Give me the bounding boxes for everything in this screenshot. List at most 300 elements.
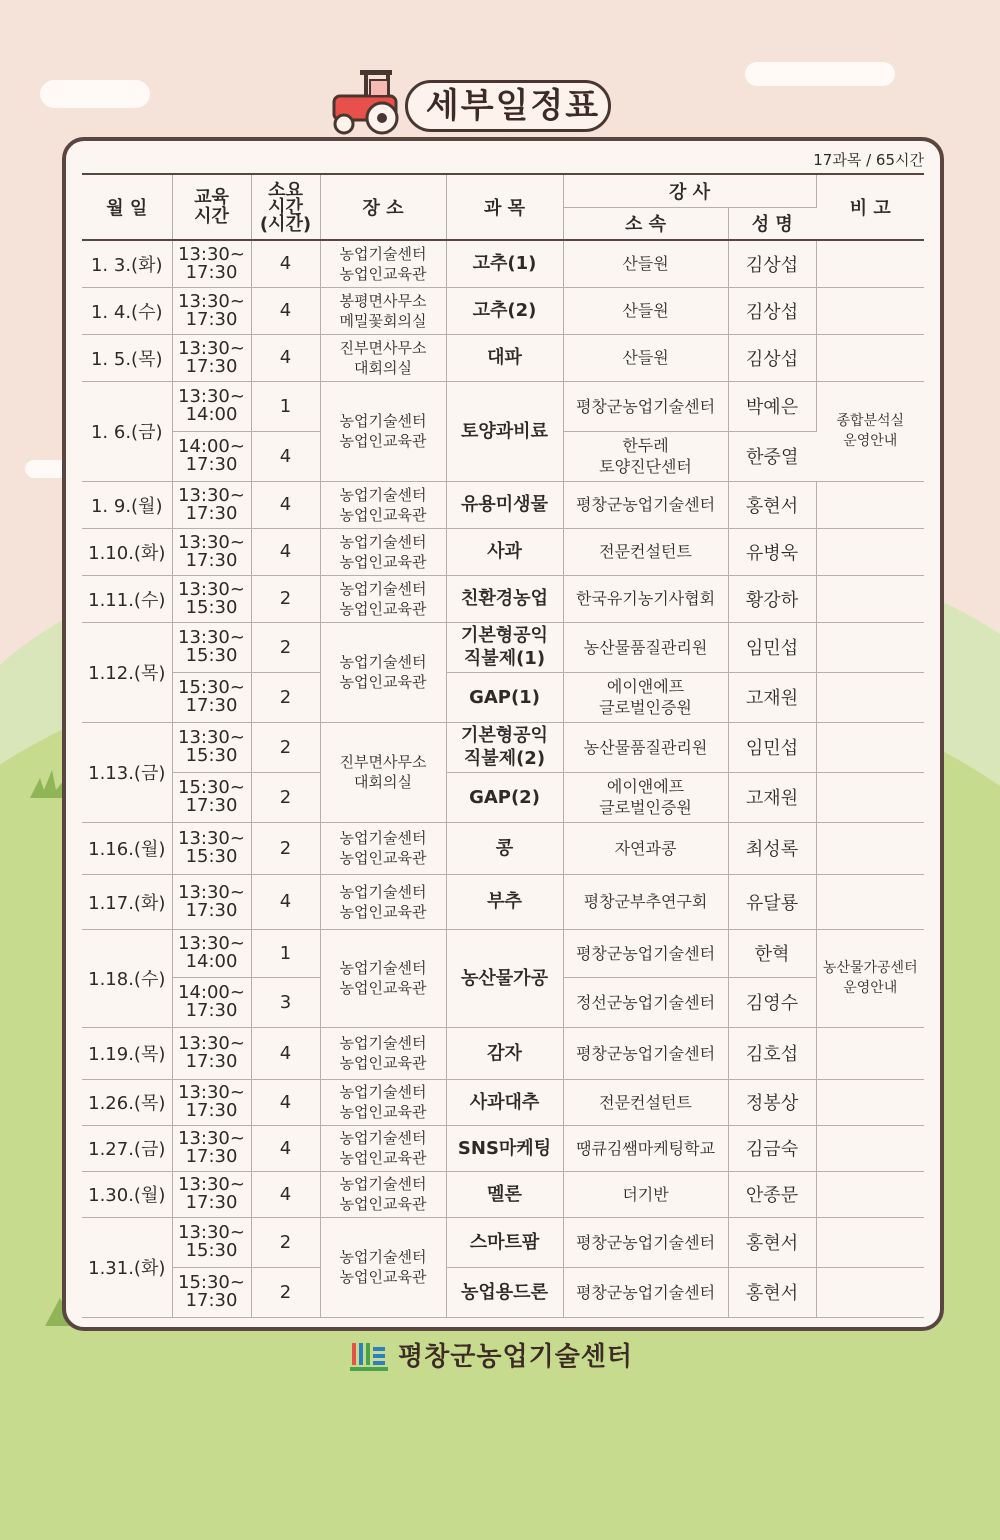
place-cell: [320, 822, 446, 874]
hours-cell: 4: [251, 874, 320, 929]
affiliation-cell: [563, 334, 728, 381]
note-cell: [816, 287, 924, 334]
table-row: [82, 1027, 924, 1079]
place-cell: [320, 1217, 446, 1317]
tractor-icon: [330, 66, 422, 136]
place-cell-line: 진부면사무소: [339, 338, 427, 357]
instructor-name-cell: 김호섭: [728, 1027, 816, 1079]
place-cell: [320, 528, 446, 575]
place-cell-line: 농업인교육관: [339, 505, 427, 524]
hours-cell: 4: [251, 1079, 320, 1125]
time-cell-line: 17:30: [185, 1051, 238, 1072]
table-row: [82, 1171, 924, 1217]
subject-cell-line: 대파: [487, 347, 522, 368]
affiliation-cell-line: 토양진단센터: [599, 457, 692, 476]
hours-cell: 4: [251, 1027, 320, 1079]
subject-cell: [446, 528, 563, 575]
hours-cell: 2: [251, 1267, 320, 1317]
table-row: [82, 1125, 924, 1171]
table-row: [82, 1217, 924, 1267]
subject-cell: [446, 1171, 563, 1217]
time-cell-line: 17:30: [185, 899, 238, 921]
time-cell-line: 17:30: [185, 1290, 238, 1311]
subject-cell-line: GAP(1): [469, 686, 540, 708]
time-cell-line: 17:30: [185, 695, 238, 716]
subject-cell-line: 직불제(1): [463, 648, 546, 669]
affiliation-cell: [563, 528, 728, 575]
date-cell: 1.30.(월): [82, 1171, 172, 1217]
table-row: [82, 528, 924, 575]
place-cell-line: 농업기술센터: [339, 1034, 427, 1052]
affiliation-cell: [563, 575, 728, 622]
time-cell-line: 13:30~: [178, 1174, 245, 1195]
instructor-name-cell: 한중열: [728, 431, 816, 481]
time-cell: [172, 874, 251, 929]
affiliation-cell-line: 평창군부추연구회: [583, 892, 708, 911]
note-cell: [816, 481, 924, 528]
time-cell: [172, 287, 251, 334]
instructor-name-cell: 홍현서: [728, 481, 816, 528]
affiliation-cell: [563, 622, 728, 672]
subject-cell-line: 친환경농업: [461, 588, 548, 609]
table-row: [82, 1079, 924, 1125]
affiliation-cell-line: 한국유기농기사협회: [575, 589, 716, 608]
time-cell: [172, 822, 251, 874]
subject-cell-line: 콩: [495, 837, 514, 859]
subject-cell: [446, 1267, 563, 1317]
hours-cell: 4: [251, 287, 320, 334]
date-cell: 1.13.(금): [82, 722, 172, 822]
cloud-decoration: [40, 80, 150, 108]
time-cell-line: 17:30: [185, 502, 238, 524]
affiliation-cell: [563, 481, 728, 528]
note-cell: [816, 929, 924, 1027]
note-cell-line: 종합분석실: [836, 413, 905, 429]
subject-cell: [446, 287, 563, 334]
header-time: 교육 시간: [172, 174, 251, 240]
subject-cell-line: 스마트팜: [469, 1231, 540, 1253]
affiliation-cell-line: 평창군농업기술센터: [575, 1043, 716, 1063]
subject-cell: [446, 1027, 563, 1079]
affiliation-cell-line: 글로벌인증원: [599, 798, 692, 817]
date-cell: 1.26.(목): [82, 1079, 172, 1125]
hours-cell: 2: [251, 575, 320, 622]
subject-cell: [446, 334, 563, 381]
instructor-name-cell: 유달룡: [728, 874, 816, 929]
place-cell-line: 농업기술센터: [339, 653, 427, 671]
instructor-name-cell: 고재원: [728, 772, 816, 822]
time-cell-line: 15:30~: [178, 1272, 245, 1293]
place-cell: [320, 334, 446, 381]
subject-cell: [446, 575, 563, 622]
date-cell: 1. 4.(수): [82, 287, 172, 334]
schedule-table: [82, 173, 924, 1318]
time-cell-line: 13:30~: [178, 484, 245, 506]
hours-cell: 2: [251, 772, 320, 822]
place-cell-line: 농업인교육관: [339, 1195, 427, 1213]
hours-cell: 4: [251, 431, 320, 481]
hours-cell: 4: [251, 334, 320, 381]
instructor-name-cell: 임민섭: [728, 622, 816, 672]
time-cell: [172, 1267, 251, 1317]
subject-cell-line: 사과대추: [469, 1091, 540, 1113]
table-row: [82, 929, 924, 977]
time-cell-line: 13:30~: [178, 578, 245, 600]
time-cell: [172, 381, 251, 431]
subject-cell-line: 토양과비료: [461, 420, 548, 442]
subject-cell-line: 감자: [487, 1042, 522, 1064]
hours-cell: 2: [251, 722, 320, 772]
affiliation-cell-line: 평창군농업기술센터: [575, 943, 716, 963]
hours-cell: 1: [251, 381, 320, 431]
place-cell-line: 농업인교육관: [339, 1103, 427, 1121]
affiliation-cell-line: 땡큐김쌤마케팅학교: [575, 1138, 716, 1158]
table-row: [82, 622, 924, 672]
hours-cell: 4: [251, 1171, 320, 1217]
place-cell-line: 농업기술센터: [339, 412, 427, 430]
note-cell: [816, 1267, 924, 1317]
table-row: [82, 381, 924, 431]
affiliation-cell: [563, 1125, 728, 1171]
place-cell-line: 농업인교육관: [339, 552, 427, 571]
time-cell-line: 13:30~: [178, 727, 245, 748]
hours-cell: 2: [251, 622, 320, 672]
schedule-panel: [62, 137, 944, 1331]
place-cell: [320, 1171, 446, 1217]
time-cell-line: 17:30: [185, 355, 238, 377]
affiliation-cell-line: 산들원: [622, 348, 669, 367]
table-row: [82, 481, 924, 528]
header-hours: 소요 시간 (시간): [251, 174, 320, 240]
hours-cell: 3: [251, 977, 320, 1027]
place-cell-line: 농업기술센터: [339, 532, 427, 551]
hours-cell: 2: [251, 1217, 320, 1267]
date-cell: 1.17.(화): [82, 874, 172, 929]
place-cell: [320, 1079, 446, 1125]
place-cell-line: 농업인교육관: [339, 1149, 427, 1167]
subject-cell: [446, 240, 563, 287]
instructor-name-cell: 안종문: [728, 1171, 816, 1217]
place-cell-line: 농업인교육관: [339, 849, 427, 867]
place-cell: [320, 929, 446, 1027]
note-cell: [816, 1027, 924, 1079]
subject-cell: [446, 929, 563, 1027]
time-cell-line: 17:30: [185, 549, 238, 571]
hours-cell: 1: [251, 929, 320, 977]
time-cell-line: 13:30~: [178, 1033, 245, 1054]
course-summary: 17과목 / 65시간: [813, 151, 924, 169]
affiliation-cell-line: 평창군농업기술센터: [575, 495, 716, 514]
subject-cell: [446, 381, 563, 481]
table-row: [82, 874, 924, 929]
note-cell: [816, 1217, 924, 1267]
instructor-name-cell: 임민섭: [728, 722, 816, 772]
note-cell: [816, 622, 924, 672]
header-place: 장 소: [320, 174, 446, 240]
place-cell: [320, 722, 446, 822]
note-cell: [816, 1125, 924, 1171]
time-cell-line: 15:30: [185, 1240, 238, 1261]
time-cell: [172, 622, 251, 672]
time-cell-line: 13:30~: [178, 933, 245, 954]
date-cell: 1. 9.(월): [82, 481, 172, 528]
time-cell-line: 13:30~: [178, 627, 245, 648]
place-cell-line: 농업인교육관: [339, 264, 427, 283]
time-cell: [172, 1171, 251, 1217]
affiliation-cell: [563, 1217, 728, 1267]
place-cell-line: 농업인교육관: [339, 902, 427, 921]
subject-cell-line: 기본형공익: [461, 625, 548, 646]
place-cell: [320, 1027, 446, 1079]
table-row: [82, 722, 924, 772]
affiliation-cell: [563, 381, 728, 431]
affiliation-cell-line: 한두레: [622, 436, 669, 455]
affiliation-cell: [563, 772, 728, 822]
place-cell-line: 농업기술센터: [339, 579, 427, 598]
time-cell-line: 13:30~: [178, 1222, 245, 1243]
hours-cell: 2: [251, 672, 320, 722]
instructor-name-cell: 정봉상: [728, 1079, 816, 1125]
time-cell-line: 13:30~: [178, 290, 245, 312]
subject-cell: [446, 822, 563, 874]
table-row: [82, 287, 924, 334]
time-cell: [172, 977, 251, 1027]
affiliation-cell: [563, 287, 728, 334]
time-cell-line: 17:30: [185, 454, 238, 475]
affiliation-cell: [563, 822, 728, 874]
time-cell-line: 15:30~: [178, 677, 245, 698]
time-cell: [172, 672, 251, 722]
date-cell: 1.31.(화): [82, 1217, 172, 1317]
subject-cell: [446, 722, 563, 772]
time-cell: [172, 1217, 251, 1267]
time-cell-line: 14:00~: [178, 436, 245, 457]
instructor-name-cell: 황강하: [728, 575, 816, 622]
place-cell: [320, 622, 446, 722]
header-affiliation: 소 속: [563, 207, 728, 240]
footer-organization: [350, 1337, 650, 1377]
time-cell: [172, 722, 251, 772]
instructor-name-cell: 김상섭: [728, 240, 816, 287]
cloud-decoration: [745, 62, 895, 86]
subject-cell: [446, 481, 563, 528]
subject-cell-line: 고추(1): [472, 253, 537, 275]
instructor-name-cell: 최성록: [728, 822, 816, 874]
place-cell-line: 농업인교육관: [339, 1268, 427, 1286]
affiliation-cell-line: 정선군농업기술센터: [575, 992, 716, 1012]
table-row: [82, 772, 924, 822]
affiliation-cell: [563, 431, 728, 481]
subject-cell: [446, 772, 563, 822]
affiliation-cell-line: 평창군농업기술센터: [575, 396, 716, 416]
place-cell-line: 농업기술센터: [339, 829, 427, 847]
hours-cell: 4: [251, 240, 320, 287]
time-cell-line: 17:30: [185, 1146, 238, 1167]
time-cell-line: 15:30~: [178, 777, 245, 798]
date-cell: 1. 6.(금): [82, 381, 172, 481]
affiliation-cell-line: 에이앤에프: [606, 677, 685, 696]
page-title-banner: [330, 66, 620, 136]
note-cell: [816, 1171, 924, 1217]
header-date: 월 일: [82, 174, 172, 240]
time-cell: [172, 929, 251, 977]
hours-cell: 2: [251, 822, 320, 874]
header-subject: 과 목: [446, 174, 563, 240]
date-cell: 1.27.(금): [82, 1125, 172, 1171]
footer-text: 평창군농업기술센터: [398, 1342, 634, 1372]
subject-cell: [446, 672, 563, 722]
note-cell: [816, 672, 924, 722]
subject-cell-line: 기본형공익: [461, 725, 548, 746]
time-cell: [172, 481, 251, 528]
note-cell-line: 운영안내: [843, 433, 898, 449]
date-cell: 1. 5.(목): [82, 334, 172, 381]
time-cell-line: 17:30: [185, 1000, 238, 1021]
instructor-name-cell: 홍현서: [728, 1217, 816, 1267]
instructor-name-cell: 홍현서: [728, 1267, 816, 1317]
time-cell-line: 17:30: [185, 795, 238, 816]
affiliation-cell-line: 전문컨설턴트: [599, 542, 692, 561]
date-cell: 1.18.(수): [82, 929, 172, 1027]
time-cell-line: 15:30: [185, 596, 238, 618]
subject-cell-line: 유용미생물: [461, 494, 548, 515]
time-cell-line: 14:00: [185, 404, 238, 425]
date-cell: 1.19.(목): [82, 1027, 172, 1079]
place-cell-line: 농업기술센터: [339, 1083, 427, 1101]
affiliation-cell: [563, 929, 728, 977]
place-cell-line: 메밀꽃회의실: [339, 311, 427, 330]
time-cell-line: 14:00~: [178, 982, 245, 1003]
subject-cell-line: GAP(2): [469, 786, 540, 808]
schedule-body: [82, 240, 924, 1317]
time-cell: [172, 772, 251, 822]
affiliation-cell: [563, 1027, 728, 1079]
instructor-name-cell: 박예은: [728, 381, 816, 431]
affiliation-cell-line: 평창군농업기술센터: [575, 1232, 716, 1252]
affiliation-cell: [563, 722, 728, 772]
instructor-name-cell: 유병욱: [728, 528, 816, 575]
table-row: [82, 240, 924, 287]
time-cell-line: 15:30: [185, 846, 238, 867]
instructor-name-cell: 한혁: [728, 929, 816, 977]
place-cell-line: 농업기술센터: [339, 882, 427, 901]
affiliation-cell-line: 산들원: [622, 301, 669, 320]
subject-cell: [446, 622, 563, 672]
place-cell-line: 농업기술센터: [339, 1175, 427, 1193]
place-cell-line: 농업인교육관: [339, 1054, 427, 1072]
note-cell-line: 운영안내: [843, 980, 898, 996]
instructor-name-cell: 김상섭: [728, 287, 816, 334]
place-cell-line: 농업인교육관: [339, 432, 427, 450]
affiliation-cell-line: 더기반: [622, 1184, 669, 1204]
note-cell: [816, 1079, 924, 1125]
note-cell: [816, 240, 924, 287]
subject-cell: [446, 1217, 563, 1267]
time-cell: [172, 575, 251, 622]
time-cell: [172, 240, 251, 287]
affiliation-cell-line: 전문컨설턴트: [599, 1092, 692, 1112]
time-cell-line: 13:30~: [178, 386, 245, 407]
note-cell: [816, 772, 924, 822]
place-cell-line: 농업기술센터: [339, 1248, 427, 1266]
subject-cell: [446, 1079, 563, 1125]
place-cell-line: 대회의실: [354, 358, 412, 377]
time-cell-line: 17:30: [185, 308, 238, 330]
affiliation-cell-line: 에이앤에프: [606, 777, 685, 796]
place-cell: [320, 1125, 446, 1171]
date-cell: 1.11.(수): [82, 575, 172, 622]
instructor-name-cell: 고재원: [728, 672, 816, 722]
time-cell-line: 13:30~: [178, 1082, 245, 1103]
date-cell: 1.10.(화): [82, 528, 172, 575]
note-cell: [816, 334, 924, 381]
hours-cell: 4: [251, 481, 320, 528]
time-cell-line: 13:30~: [178, 243, 245, 265]
place-cell-line: 농업기술센터: [339, 485, 427, 504]
time-cell-line: 13:30~: [178, 828, 245, 849]
subject-cell-line: 농산물가공: [461, 967, 548, 989]
table-row: [82, 575, 924, 622]
note-cell: [816, 575, 924, 622]
subject-cell-line: 농업용드론: [461, 1281, 548, 1303]
note-cell: [816, 528, 924, 575]
table-row: [82, 334, 924, 381]
affiliation-cell: [563, 240, 728, 287]
place-cell-line: 농업기술센터: [339, 959, 427, 977]
subject-cell-line: 부추: [487, 891, 522, 912]
instructor-name-cell: 김금숙: [728, 1125, 816, 1171]
header-note: 비 고: [816, 174, 924, 240]
subject-cell-line: 사과: [487, 541, 522, 562]
place-cell-line: 대회의실: [354, 773, 412, 791]
subject-cell-line: 직불제(2): [463, 748, 546, 769]
note-cell: [816, 874, 924, 929]
header-name: 성 명: [728, 207, 816, 240]
place-cell-line: 농업기술센터: [339, 1129, 427, 1147]
place-cell: [320, 874, 446, 929]
instructor-name-cell: 김영수: [728, 977, 816, 1027]
hours-cell: 4: [251, 1125, 320, 1171]
time-cell: [172, 1027, 251, 1079]
time-cell-line: 17:30: [185, 1192, 238, 1213]
instructor-name-cell: 김상섭: [728, 334, 816, 381]
time-cell: [172, 334, 251, 381]
subject-cell-line: 고추(2): [472, 300, 537, 321]
date-cell: 1. 3.(화): [82, 240, 172, 287]
place-cell-line: 농업기술센터: [339, 244, 427, 263]
organization-logo-icon: [350, 1339, 388, 1373]
place-cell: [320, 381, 446, 481]
table-row: [82, 672, 924, 722]
time-cell-line: 13:30~: [178, 881, 245, 903]
time-cell: [172, 528, 251, 575]
time-cell-line: 15:30: [185, 645, 238, 666]
table-row: [82, 1267, 924, 1317]
time-cell-line: 13:30~: [178, 1128, 245, 1149]
affiliation-cell: [563, 1267, 728, 1317]
affiliation-cell: [563, 1079, 728, 1125]
subject-cell: [446, 1125, 563, 1171]
affiliation-cell-line: 평창군농업기술센터: [575, 1282, 716, 1302]
place-cell: [320, 481, 446, 528]
time-cell: [172, 431, 251, 481]
page-title: 세부일정표: [425, 86, 601, 126]
affiliation-cell: [563, 977, 728, 1027]
place-cell-line: 농업인교육관: [339, 673, 427, 691]
time-cell-line: 14:00: [185, 951, 238, 972]
place-cell-line: 봉평면사무소: [339, 291, 427, 310]
affiliation-cell: [563, 1171, 728, 1217]
